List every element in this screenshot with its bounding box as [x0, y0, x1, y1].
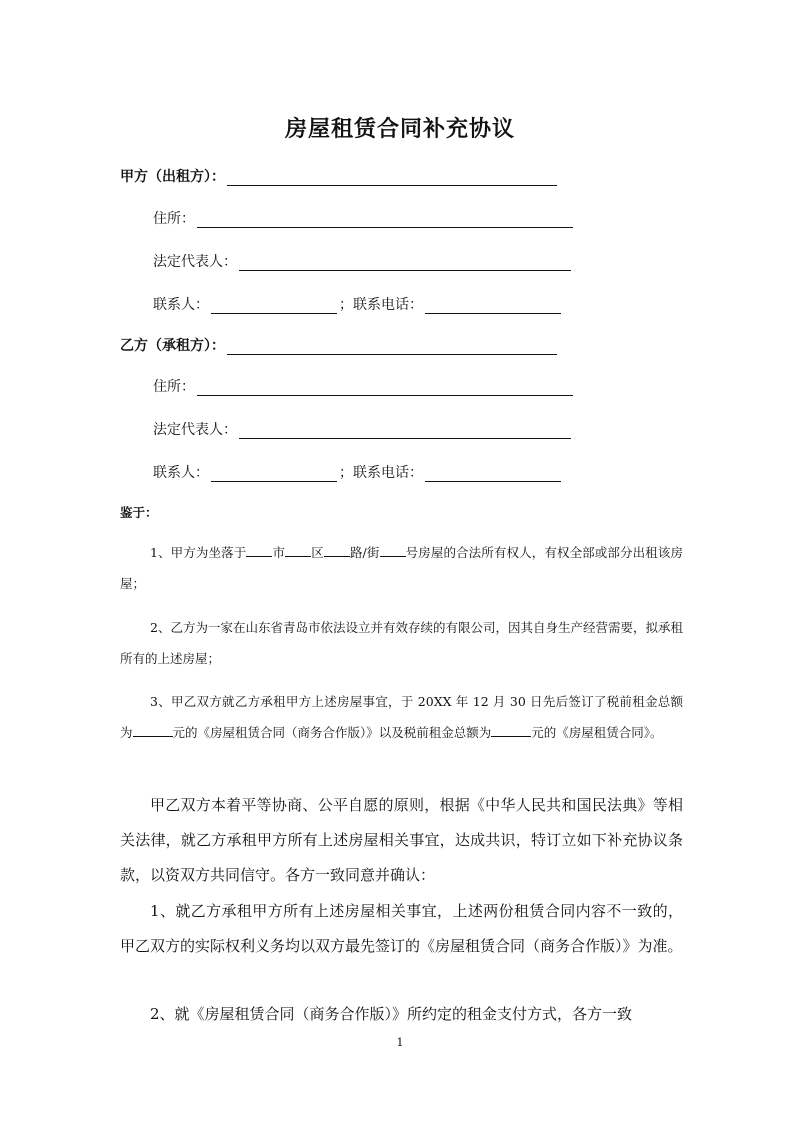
party-a-contact-label: 联系人： [153, 297, 209, 313]
party-a-address-label: 住所： [153, 211, 195, 227]
term-2-text: 2、就《房屋租赁合同（商务合作版）》所约定的租金支付方式，各方一致 [150, 1005, 633, 1023]
party-b-contact-label: 联系人： [153, 465, 209, 481]
party-b-address-blank[interactable] [197, 381, 573, 396]
road-blank[interactable] [324, 544, 350, 557]
party-a-blank[interactable] [227, 171, 557, 186]
party-a-label: 甲方（出租方）： [120, 169, 225, 185]
number-blank[interactable] [380, 544, 406, 557]
city-blank[interactable] [246, 544, 272, 557]
party-a-address-blank[interactable] [197, 213, 573, 228]
party-b-address-row [153, 376, 575, 396]
clause1-part-e: 号房屋的合法所有权人，有权全部或部分出租该房屋； [120, 545, 683, 591]
preamble-text: 甲乙双方本着平等协商、公平自愿的原则，根据《中华人民共和国民法典》等相关法律，就乙方承租甲方所有上述房屋相关事宜，达成共识，特订立如下补充协议条款，以资双方共同信守。各方一致同意并确认： [120, 796, 683, 884]
page-number: 1 [396, 1036, 404, 1049]
party-b-phone-blank[interactable] [425, 467, 561, 482]
clause3-part-c: 元的《房屋租赁合同》。 [531, 725, 663, 740]
clause1-part-c: 区 [311, 545, 324, 560]
party-a-phone-label: ；联系电话： [339, 297, 423, 313]
party-a-phone-blank[interactable] [425, 299, 561, 314]
district-blank[interactable] [285, 544, 311, 557]
rent-total-blank-2[interactable] [491, 724, 531, 737]
party-b-phone-label: ；联系电话： [339, 465, 423, 481]
rent-total-blank-1[interactable] [133, 724, 173, 737]
party-b-contact-blank[interactable] [211, 467, 337, 482]
party-a-contact-row [153, 294, 563, 314]
clause3-part-b: 元的《房屋租赁合同（商务合作版）》以及税前租金总额为 [172, 725, 492, 740]
preamble-paragraph [120, 788, 683, 893]
party-a-rep-row [153, 251, 573, 271]
term-1-text: 1、就乙方承租甲方所有上述房屋相关事宜，上述两份租赁合同内容不一致的，甲乙双方的实际权利义务均以双方最先签订的《房屋租赁合同（商务合作版）》为准。 [120, 902, 683, 955]
party-b-address-label: 住所： [153, 379, 195, 395]
party-b-label: 乙方（承租方）： [120, 338, 225, 354]
party-a-row [120, 166, 559, 186]
clause1-part-d: 路/街 [349, 545, 380, 560]
clause1-part-a: 1、甲方为坐落于 [150, 545, 247, 560]
term-1-paragraph [120, 894, 683, 964]
party-b-blank[interactable] [227, 340, 557, 355]
party-a-rep-blank[interactable] [239, 256, 571, 271]
party-a-rep-label: 法定代表人： [153, 254, 237, 270]
term-2-paragraph [120, 997, 683, 1032]
clause2-text: 2、乙方为一家在山东省青岛市依法设立并有效存续的有限公司，因其自身生产经营需要，拟承租所有的上述房屋； [120, 620, 683, 666]
clause1-part-b: 市 [272, 545, 286, 560]
party-b-rep-blank[interactable] [239, 424, 571, 439]
party-b-contact-row [153, 462, 563, 482]
party-b-row [120, 335, 559, 355]
party-b-rep-row [153, 419, 573, 439]
party-a-address-row [153, 208, 575, 228]
party-a-contact-blank[interactable] [211, 299, 337, 314]
clause3-part-a: 3、甲乙双方就乙方承租甲方上述房屋事宜，于 20XX 年 12 月 30 日先后签订了税前租金总额为 [120, 694, 683, 740]
whereas-clause-3 [120, 686, 683, 748]
page-title: 房屋租赁合同补充协议 [284, 116, 515, 142]
whereas-clause-1 [120, 537, 683, 599]
party-b-rep-label: 法定代表人： [153, 422, 237, 438]
whereas-clause-2 [120, 612, 683, 674]
whereas-heading: 鉴于： [120, 505, 158, 520]
